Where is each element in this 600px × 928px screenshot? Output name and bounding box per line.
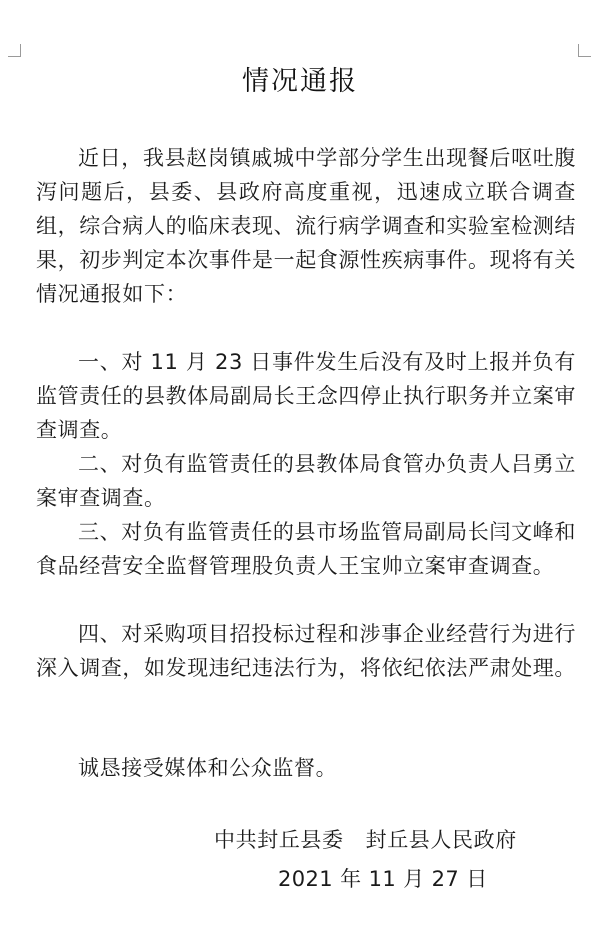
margin-corner-mark-left xyxy=(8,44,21,57)
paragraph-item-2 xyxy=(36,447,576,515)
paragraph-text: 二、对负有监管责任的县教体局食管办负责人吕勇立案审查调查。 xyxy=(36,452,576,510)
signature-organizations xyxy=(214,825,517,855)
paragraph-item-4 xyxy=(36,617,576,685)
paragraph-item-3 xyxy=(36,515,576,583)
paragraph-text: 四、对采购项目招投标过程和涉事企业经营行为进行深入调查，如发现违纪违法行为，将依纪依法严肃处理。 xyxy=(36,622,576,680)
document-title: 情况通报 xyxy=(242,66,358,97)
signature-org-county-committee: 中共封丘县委 xyxy=(214,828,344,852)
paragraph-intro xyxy=(36,141,576,311)
paragraph-text: 近日，我县赵岗镇戚城中学部分学生出现餐后呕吐腹泻问题后，县委、县政府高度重视，迅速成立联合调查组，综合病人的临床表现、流行病学调查和实验室检测结果，初步判定本次事件是一起食源性疾病事件。现将有关情况通报如下： xyxy=(36,146,576,306)
margin-corner-mark-right xyxy=(578,44,591,57)
paragraph-text: 一、对 11 月 23 日事件发生后没有及时上报并负有监管责任的县教体局副局长王念四停止执行职务并立案审查调查。 xyxy=(36,350,576,442)
paragraph-text: 三、对负有监管责任的县市场监管局副局长闫文峰和食品经营安全监督管理股负责人王宝帅立案审查调查。 xyxy=(36,520,576,578)
paragraph-item-1 xyxy=(36,345,576,447)
paragraph-closing xyxy=(36,751,576,785)
paragraph-text: 诚恳接受媒体和公众监督。 xyxy=(78,756,338,780)
signature-org-county-government: 封丘县人民政府 xyxy=(365,828,517,852)
signature-date: 2021 年 11 月 27 日 xyxy=(278,867,488,891)
